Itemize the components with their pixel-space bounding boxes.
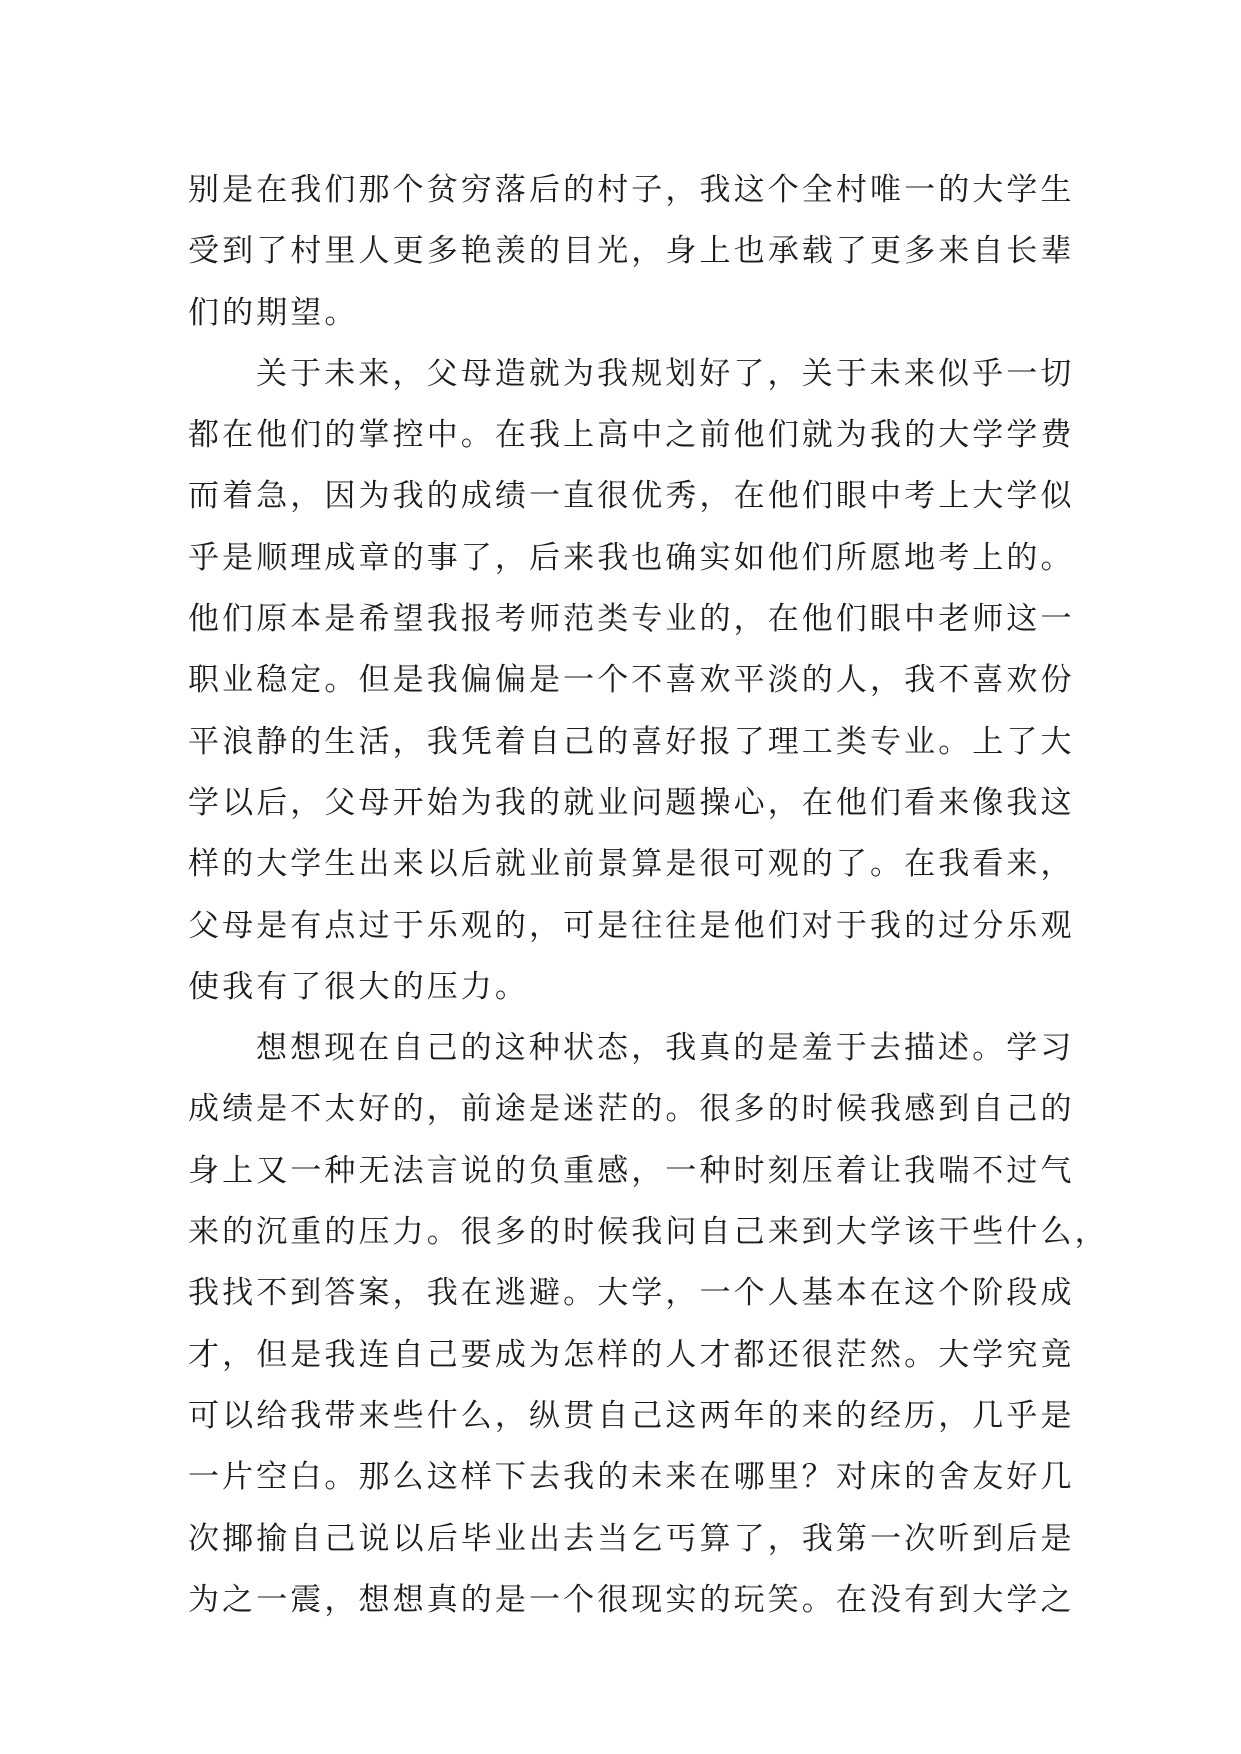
paragraph-line: 受到了村里人更多艳羡的目光，身上也承载了更多来自长辈 (188, 233, 1075, 270)
paragraph-line: 关于未来，父母造就为我规划好了，关于未来似乎一切 (256, 355, 1075, 392)
paragraph-line: 乎是顺理成章的事了，后来我也确实如他们所愿地考上的。 (188, 539, 1075, 576)
paragraph-line: 才，但是我连自己要成为怎样的人才都还很茫然。大学究竟 (188, 1336, 1075, 1373)
paragraph-line: 而着急，因为我的成绩一直很优秀，在他们眼中考上大学似 (188, 478, 1075, 515)
paragraph-line: 样的大学生出来以后就业前景算是很可观的了。在我看来， (188, 846, 1075, 883)
paragraph-line: 父母是有点过于乐观的，可是往往是他们对于我的过分乐观 (188, 907, 1075, 944)
paragraph-line: 使我有了很大的压力。 (188, 968, 529, 1005)
paragraph-3 (188, 1018, 1109, 1631)
paragraph-line: 为之一震，想想真的是一个很现实的玩笑。在没有到大学之 (188, 1581, 1075, 1618)
paragraph-line: 他们原本是希望我报考师范类专业的，在他们眼中老师这一 (188, 601, 1075, 638)
paragraph-line: 身上又一种无法言说的负重感，一种时刻压着让我喘不过气 (188, 1152, 1075, 1189)
paragraph-line: 我找不到答案，我在逃避。大学，一个人基本在这个阶段成 (188, 1275, 1075, 1312)
paragraph-line: 成绩是不太好的，前途是迷茫的。很多的时候我感到自己的 (188, 1091, 1075, 1128)
paragraph-line: 一片空白。那么这样下去我的未来在哪里？对床的舍友好几 (188, 1459, 1075, 1496)
paragraph-line: 别是在我们那个贫穷落后的村子，我这个全村唯一的大学生 (188, 172, 1075, 208)
paragraph-line: 平浪静的生活，我凭着自己的喜好报了理工类专业。上了大 (188, 723, 1075, 760)
paragraph-line: 来的沉重的压力。很多的时候我问自己来到大学该干些什么， (188, 1214, 1109, 1251)
paragraph-line: 学以后，父母开始为我的就业问题操心，在他们看来像我这 (188, 784, 1075, 821)
paragraph-line: 们的期望。 (188, 294, 359, 331)
paragraph-line: 职业稳定。但是我偏偏是一个不喜欢平淡的人，我不喜欢份 (188, 662, 1075, 699)
paragraph-line: 想想现在自己的这种状态，我真的是羞于去描述。学习 (256, 1030, 1075, 1067)
paragraph-line: 可以给我带来些什么，纵贯自己这两年的来的经历，几乎是 (188, 1397, 1075, 1434)
paragraph-1 (188, 160, 1075, 344)
paragraph-line: 次揶揄自己说以后毕业出去当乞丐算了，我第一次听到后是 (188, 1520, 1075, 1557)
body-text (188, 160, 1109, 1631)
paragraph-line: 都在他们的掌控中。在我上高中之前他们就为我的大学学费 (188, 417, 1075, 454)
paragraph-2 (188, 344, 1075, 1018)
